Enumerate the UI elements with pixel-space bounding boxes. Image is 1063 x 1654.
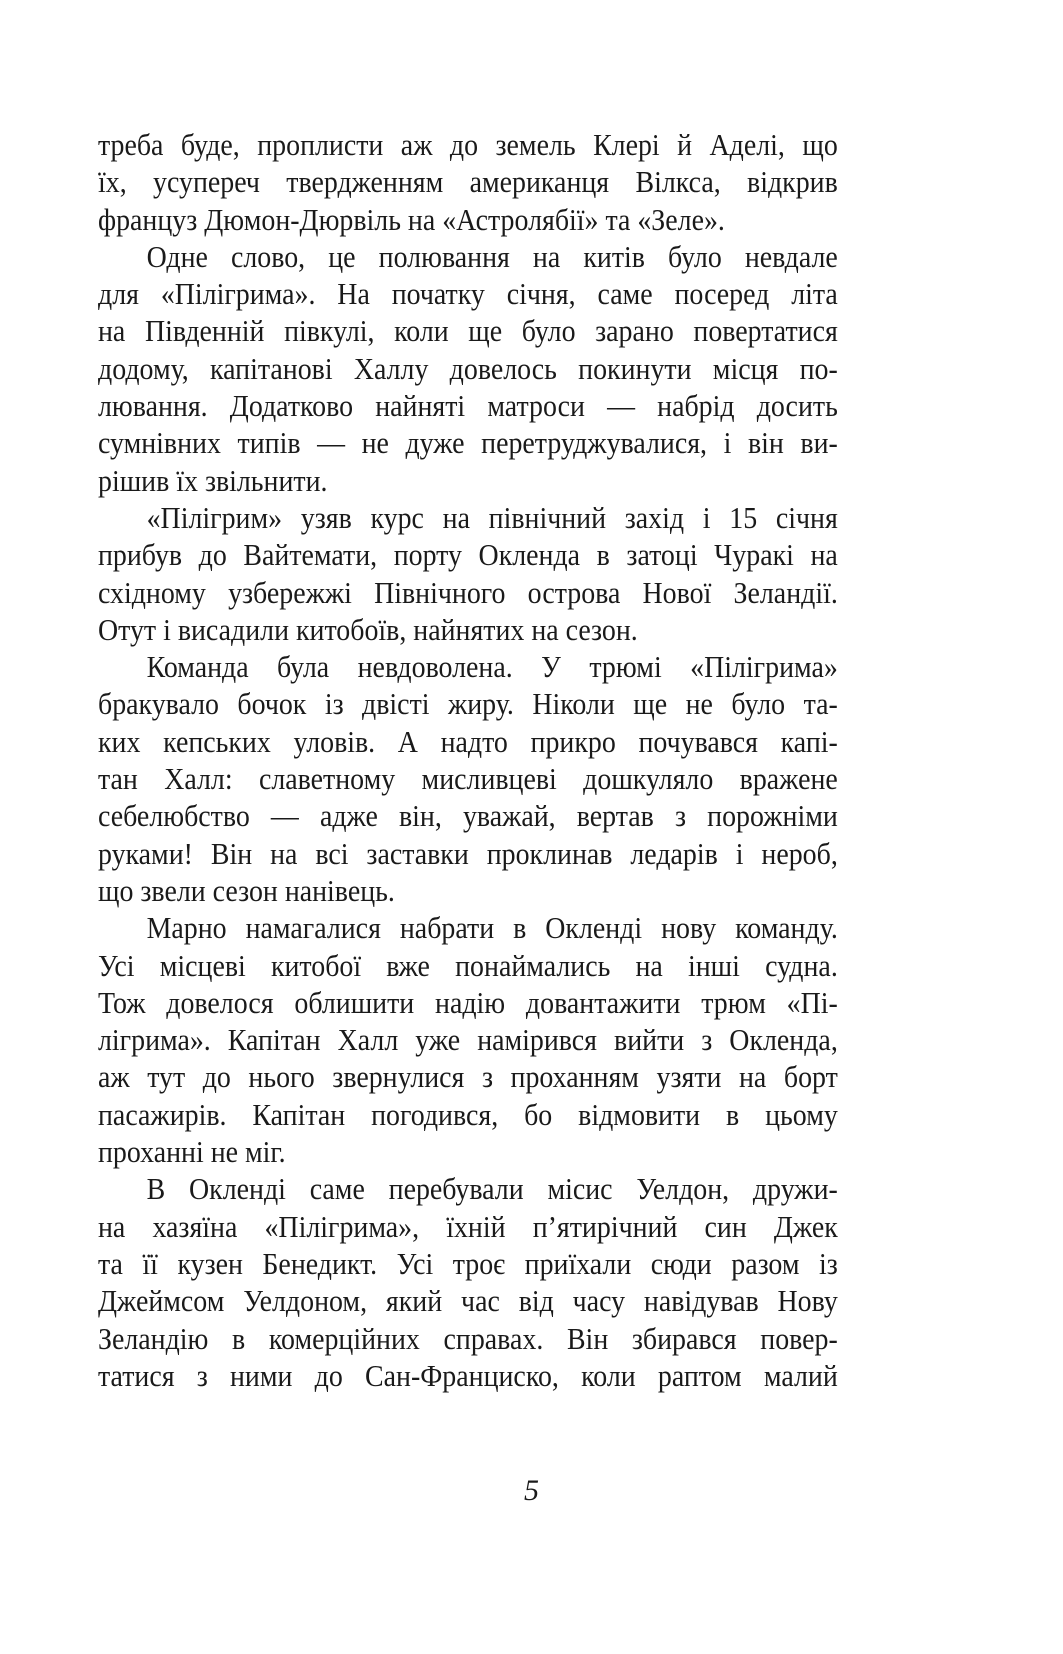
- paragraph: [98, 1170, 838, 1394]
- text-line: тан Халл: славетному мисливцеві дошкуляло вражене: [98, 761, 838, 797]
- text-line: Тож довелося облишити надію довантажити трюм «Пі-: [98, 984, 838, 1020]
- text-line: аж тут до нього звернулися з проханням узяти на борт: [98, 1059, 838, 1095]
- text-line: треба буде, проплисти аж до земель Клері й Аделі, що: [98, 127, 838, 162]
- text-line: Марно намагалися набрати в Окленді нову команду.: [146, 910, 838, 946]
- paragraph: [98, 648, 838, 909]
- text-line: себелюбство — адже він, уважай, вертав з порожніми: [98, 798, 838, 834]
- text-line: Зеландію в комерційних справах. Він збирався повер-: [98, 1320, 838, 1356]
- text-line: рішив їх звільнити.: [98, 462, 328, 498]
- page-body: [98, 126, 838, 1394]
- text-line: Усі місцеві китобої вже понаймались на інші судна.: [98, 947, 838, 983]
- page-number: 5: [524, 1474, 539, 1507]
- text-line: ких кепських уловів. А надто прикро почувався капі-: [98, 723, 838, 759]
- text-line: для «Пілігрима». На початку січня, саме посеред літа: [98, 276, 838, 312]
- text-line: та її кузен Бенедикт. Усі троє приїхали сюди разом із: [98, 1245, 838, 1281]
- text-line: сумнівних типів — не дуже перетруджувалися, і він ви-: [98, 425, 838, 461]
- text-line: додому, капітанові Халлу довелось покинути місця по-: [98, 350, 838, 386]
- text-line: їх, усупереч твердженням американця Вілкса, відкрив: [98, 164, 838, 200]
- text-line: «Пілігрим» узяв курс на північний захід і 15 січня: [146, 499, 838, 535]
- text-line: прибув до Вайтемати, порту Окленда в затоці Чуракі на: [98, 537, 838, 573]
- text-line: француз Дюмон-Дюрвіль на «Астролябії» та «Зеле».: [98, 201, 725, 237]
- text-line: лювання. Додатково найняті матроси — набрід досить: [98, 388, 838, 424]
- text-line: Джеймсом Уелдоном, який час від часу навідував Нову: [98, 1283, 838, 1319]
- text-line: на хазяїна «Пілігрима», їхній п’ятирічний син Джек: [98, 1208, 838, 1244]
- paragraph: [98, 126, 838, 238]
- text-line: пасажирів. Капітан погодився, бо відмовити в цьому: [98, 1096, 838, 1132]
- text-line: Отут і висадили китобоїв, найнятих на сезон.: [98, 611, 638, 647]
- paragraph: [98, 499, 838, 648]
- text-line: руками! Він на всі заставки проклинав ледарів і нероб,: [98, 835, 838, 871]
- text-line: Одне слово, це полювання на китів було невдале: [146, 238, 838, 274]
- text-line: бракувало бочок із двісті жиру. Ніколи ще не було та-: [98, 686, 838, 722]
- text-line: татися з ними до Сан-Франциско, коли раптом малий: [98, 1357, 838, 1393]
- text-line: на Південній півкулі, коли ще було зарано повертатися: [98, 313, 838, 349]
- text-line: лігрима». Капітан Халл уже намірився вийти з Окленда,: [98, 1022, 838, 1058]
- paragraph: [98, 238, 838, 499]
- text-line: що звели сезон нанівець.: [98, 872, 395, 908]
- text-line: східному узбережжі Північного острова Нової Зеландії.: [98, 574, 838, 610]
- text-line: Команда була невдоволена. У трюмі «Пілігрима»: [146, 649, 838, 685]
- paragraph: [98, 909, 838, 1170]
- text-line: В Окленді саме перебували місис Уелдон, дружи-: [146, 1171, 838, 1207]
- text-line: проханні не міг.: [98, 1134, 286, 1170]
